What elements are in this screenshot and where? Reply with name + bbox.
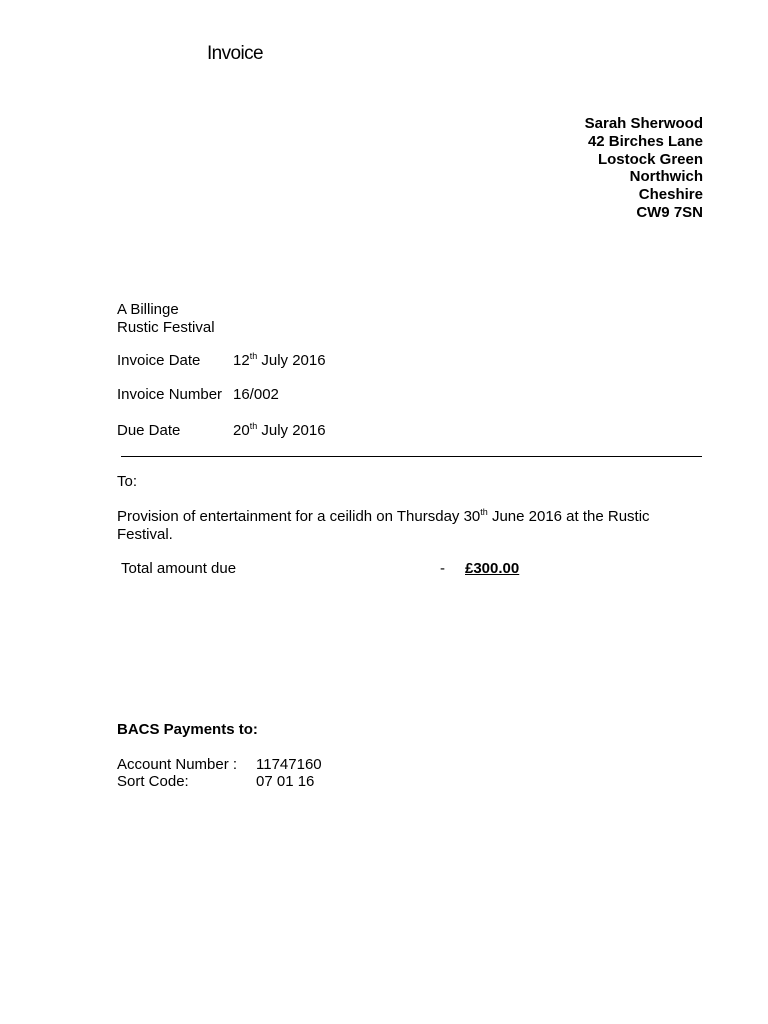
description-ordinal: th bbox=[480, 507, 488, 517]
account-number-label: Account Number : bbox=[117, 756, 238, 773]
sender-postcode: CW9 7SN bbox=[636, 203, 703, 221]
description-text: Provision of entertainment for a ceilidh on Thursday 30 bbox=[117, 508, 481, 525]
account-number-value: 11747160 bbox=[256, 756, 322, 773]
invoice-number-label: Invoice Number bbox=[117, 386, 223, 403]
invoice-number-value: 16/002 bbox=[233, 386, 279, 403]
due-date-label: Due Date bbox=[117, 422, 181, 439]
sender-address-block bbox=[585, 115, 703, 222]
total-separator: - bbox=[440, 560, 445, 577]
sort-code-value: 07 01 16 bbox=[256, 773, 315, 790]
sender-address-line: Northwich bbox=[629, 168, 703, 186]
due-date-ordinal: th bbox=[249, 421, 258, 431]
horizontal-divider bbox=[121, 456, 702, 457]
due-date-value bbox=[233, 422, 326, 439]
sender-address-line: 42 Birches Lane bbox=[587, 132, 703, 150]
sender-address-line: Cheshire bbox=[638, 186, 703, 204]
due-date-day: 20 bbox=[233, 422, 250, 439]
total-amount-label: Total amount due bbox=[121, 560, 237, 577]
recipient-block bbox=[117, 301, 215, 336]
sender-address-line: Lostock Green bbox=[597, 150, 703, 168]
total-amount-value: £300.00 bbox=[465, 560, 520, 577]
invoice-date-label: Invoice Date bbox=[117, 352, 201, 369]
invoice-date-day: 12 bbox=[233, 352, 250, 369]
to-label: To: bbox=[117, 473, 138, 490]
invoice-title: Invoice bbox=[207, 43, 264, 64]
sort-code-label: Sort Code: bbox=[117, 773, 189, 790]
sender-name: Sarah Sherwood bbox=[584, 115, 703, 132]
invoice-date-ordinal: th bbox=[249, 351, 258, 361]
bacs-heading: BACS Payments to: bbox=[117, 721, 258, 738]
description-text-end: June 2016 at the Rustic Festival. bbox=[117, 508, 650, 543]
invoice-date-month-year: July 2016 bbox=[257, 352, 326, 369]
recipient-organisation: Rustic Festival bbox=[117, 318, 215, 336]
recipient-name: A Billinge bbox=[117, 301, 179, 318]
invoice-date-value bbox=[233, 352, 326, 369]
service-description bbox=[117, 508, 677, 543]
due-date-month-year: July 2016 bbox=[257, 422, 326, 439]
